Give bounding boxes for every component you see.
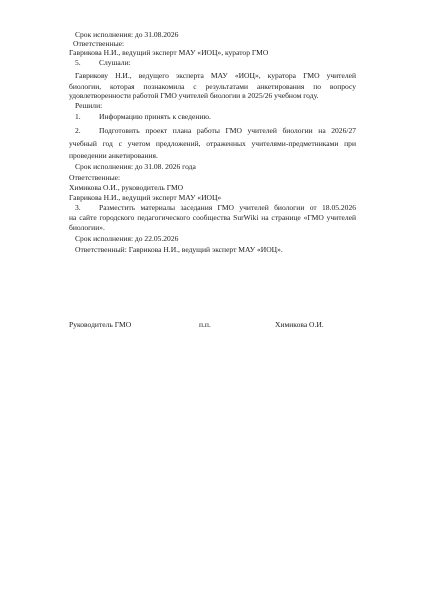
paragraph-line: Разместить материалы заседания ГМО учителей биологии от 18.05.2026 — [99, 203, 356, 212]
responsible-label: Ответственные: — [73, 39, 125, 48]
paragraph-line: Гаврикову Н.И., ведущего эксперта МАУ «ИОЦ», куратора ГМО учителей — [75, 71, 356, 80]
responsible-label: Ответственные: — [69, 173, 121, 182]
paragraph-line: на сайте городского педагогического сообщества SurWiki на странице «ГМО учителей — [69, 213, 356, 222]
signature-name: Химикова О.И. — [275, 320, 324, 329]
paragraph-line: Подготовить проект плана работы ГМО учителей биологии на 2026/27 — [99, 126, 356, 135]
responsible-person: Гаврикова Н.И., ведущий эксперт МАУ «ИОЦ» — [69, 193, 222, 202]
deadline-line: Срок исполнения: до 22.05.2026 — [75, 234, 179, 243]
item-number: 3. — [75, 203, 81, 212]
decision-text: Информацию принять к сведению. — [99, 112, 211, 121]
responsible-line: Ответственный: Гаврикова Н.И., ведущий эксперт МАУ «ИОЦ». — [75, 245, 283, 254]
signature-mark: п.п. — [199, 320, 211, 329]
paragraph-line: биологии». — [69, 223, 105, 232]
responsible-person: Гаврикова Н.И., ведущий эксперт МАУ «ИОЦ», куратор ГМО — [69, 48, 269, 57]
signature-role: Руководитель ГМО — [69, 320, 132, 329]
item-number: 1. — [75, 112, 81, 121]
item-number: 5. — [75, 58, 81, 67]
deadline-line: Срок исполнения: до 31.08.2026 — [75, 30, 179, 39]
responsible-person: Химикова О.И., руководитель ГМО — [69, 183, 184, 192]
item-number: 2. — [75, 126, 81, 135]
deadline-line: Срок исполнения: до 31.08. 2026 года — [75, 162, 196, 171]
paragraph-line: проведении анкетирования. — [69, 151, 158, 160]
section-heading-heard: Слушали: — [99, 58, 131, 67]
section-heading-decided: Решили: — [75, 101, 103, 110]
paragraph-line: удовлетворенности работой ГМО учителей биологии в 2025/26 учебном году. — [69, 91, 319, 100]
paragraph-line: биологии, которая познакомила с результатами анкетирования по вопросу — [69, 82, 356, 91]
paragraph-line: учебный год с учетом предложений, отраженных учителями-предметниками при — [69, 139, 356, 148]
